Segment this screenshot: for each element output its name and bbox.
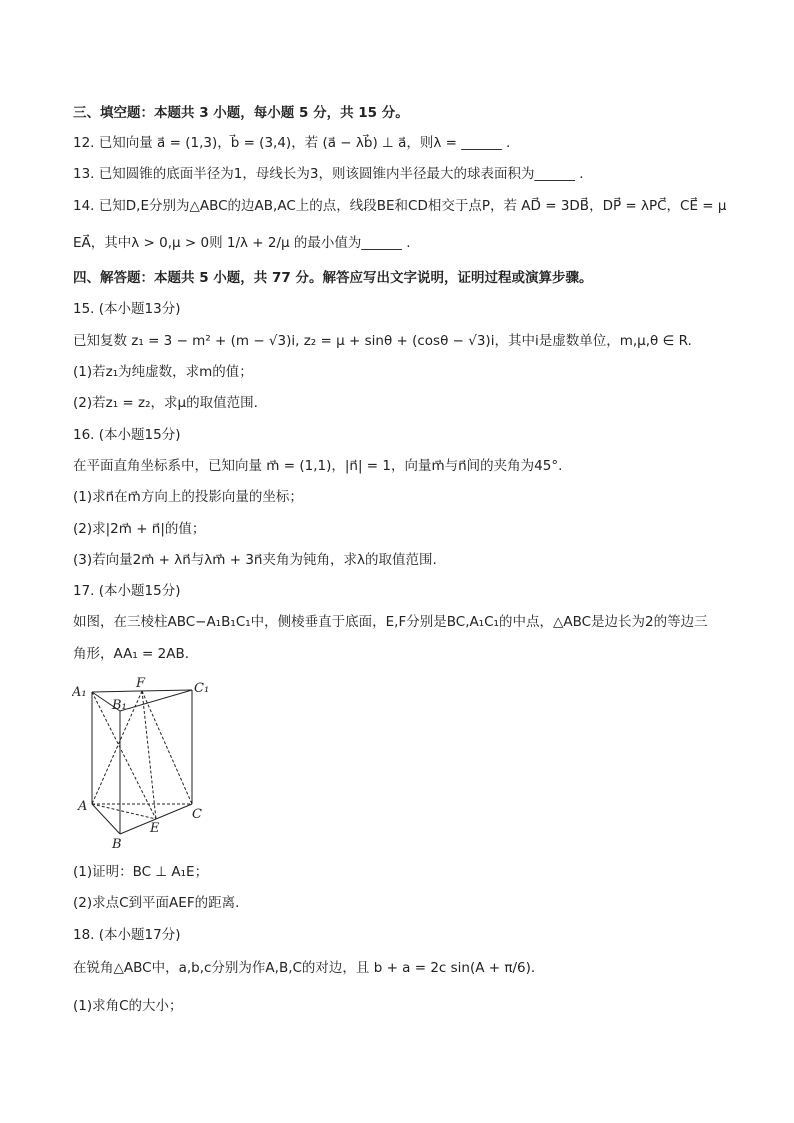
question-15-title: 15. (本小题13分) [73,301,181,317]
question-16-part-1: (1)求n⃗在m⃗方向上的投影向量的坐标； [73,489,303,505]
question-14-line-2: EA⃗，其中λ > 0,μ > 0则 1/λ + 2/μ 的最小值为______ . [73,235,411,251]
question-16-part-2: (2)求|2m⃗ + n⃗|的值； [73,521,206,537]
question-17-title: 17. (本小题15分) [73,583,181,599]
question-16-part-3: (3)若向量2m⃗ + λn⃗与λm⃗ + 3n⃗夹角为钝角，求λ的取值范围. [73,552,437,568]
label-b1: B₁ [112,698,127,713]
question-13: 13. 已知圆锥的底面半径为1，母线长为3，则该圆锥内半径最大的球表面积为______ . [73,166,584,182]
label-c1: C₁ [194,681,210,696]
question-17-stem-2: 角形，AA₁ = 2AB. [73,646,190,662]
label-f: F [136,676,146,691]
question-18-stem: 在锐角△ABC中，a,b,c分别为作A,B,C的对边，且 b + a = 2c sin(A + π/6). [73,960,536,976]
question-17-part-1: (1)证明：BC ⊥ A₁E； [73,864,209,880]
question-18-part-1: (1)求角C的大小； [73,998,183,1014]
question-16-stem: 在平面直角坐标系中，已知向量 m⃗ = (1,1)，|n⃗| = 1，向量m⃗与n⃗间的夹角为45°. [73,458,563,474]
question-15-part-2: (2)若z₁ = z₂，求μ的取值范围. [73,395,258,411]
label-a1: A₁ [72,685,87,700]
edge-b1c1 [120,690,192,711]
segment-ae [92,804,156,819]
question-15-part-1: (1)若z₁为纯虚数，求m的值； [73,364,253,380]
question-17-part-2: (2)求点C到平面AEF的距离. [73,895,240,911]
label-c: C [192,807,202,822]
question-18-title: 18. (本小题17分) [73,927,181,943]
question-15-stem: 已知复数 z₁ = 3 − m² + (m − √3)i, z₂ = μ + sinθ + (cosθ − √3)i，其中i是虚数单位，m,μ,θ ∈ R. [73,333,692,349]
label-b: B [112,837,122,852]
segment-fc [142,691,192,804]
question-17-stem-1: 如图，在三棱柱ABC−A₁B₁C₁中，侧棱垂直于底面，E,F分别是BC,A₁C₁的中点，△ABC是边长为2的等边三 [73,614,708,630]
triangular-prism-figure [72,676,222,856]
question-14-line-1: 14. 已知D,E分别为△ABC的边AB,AC上的点，线段BE和CD相交于点P，若 AD⃗ = 3DB⃗，DP⃗ = λPC⃗，CE⃗ = μ [73,198,727,214]
question-16-title: 16. (本小题15分) [73,427,181,443]
section-4-heading: 四、解答题：本题共 5 小题，共 77 分。解答应写出文字说明，证明过程或演算步骤。 [73,270,593,286]
section-3-heading: 三、填空题：本题共 3 小题，每小题 5 分，共 15 分。 [73,105,409,121]
question-12: 12. 已知向量 a⃗ = (1,3)，b⃗ = (3,4)，若 (a⃗ − λb⃗) ⊥ a⃗，则λ = ______ . [73,135,511,151]
label-a: A [78,799,88,814]
edge-ab [92,804,120,834]
label-e: E [150,821,160,836]
segment-fe [142,691,156,819]
